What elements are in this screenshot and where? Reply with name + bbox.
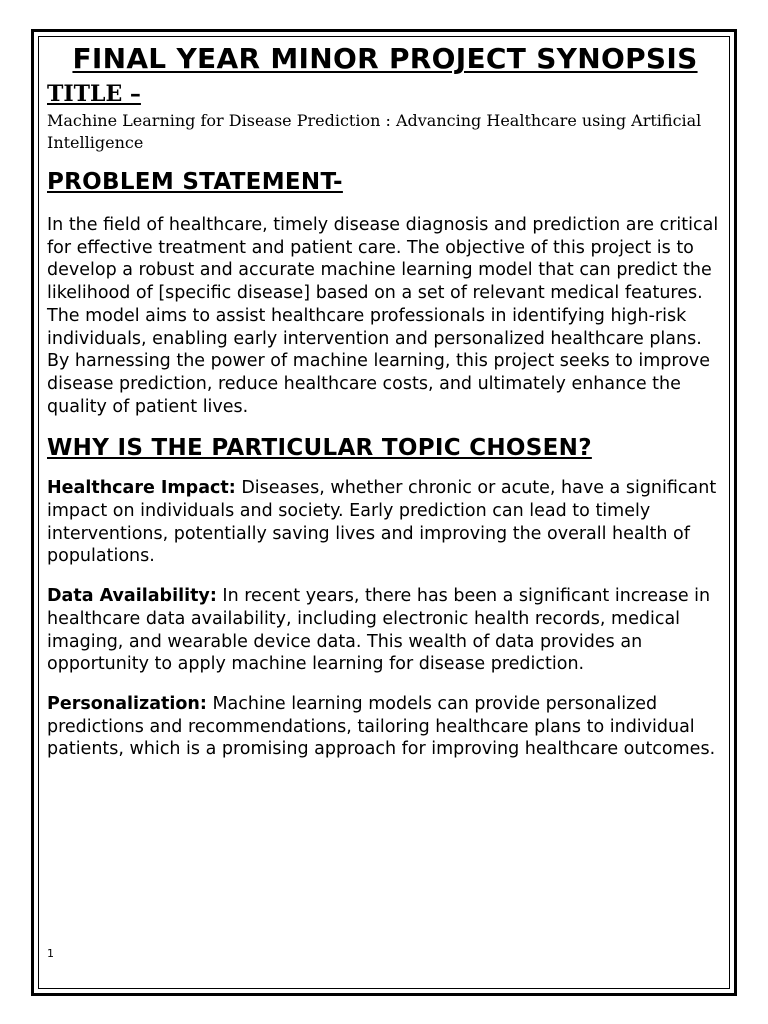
reason-personalization — [47, 693, 723, 761]
reason-text: In recent years, there has been a significant increase in healthcare data availability, including electronic health records, medical imaging, and wearable device data. This wealth of data provides an opportunity to apply machine learning for disease prediction. — [47, 586, 711, 675]
reason-lead: Healthcare Impact: — [47, 478, 236, 499]
problem-statement-text: In the field of healthcare, timely disease diagnosis and prediction are critical for effective treatment and patient care. The objective of this project is to develop a robust and accurate machine learning model that can predict the likelihood of [specific disease] based on a set of relevant medical features. The model aims to assist healthcare professionals in identifying high-risk individuals, enabling early intervention and personalized healthcare plans. By harnessing the power of machine learning, this project seeks to improve disease prediction, reduce healthcare costs, and ultimately enhance the quality of patient lives. — [47, 215, 719, 417]
problem-statement-heading: PROBLEM STATEMENT- — [47, 169, 343, 195]
document-title: FINAL YEAR MINOR PROJECT SYNOPSIS — [72, 42, 698, 75]
reason-text: Diseases, whether chronic or acute, have a significant impact on individuals and society. Early prediction can lead to timely interventions, potentially saving lives and improving the overall health of populations. — [47, 478, 717, 567]
reason-lead: Personalization: — [47, 693, 207, 714]
reason-data-availability — [47, 585, 723, 676]
project-title: Machine Learning for Disease Prediction : Advancing Healthcare using Artificial Intelligence — [47, 111, 702, 152]
reason-text: Machine learning models can provide personalized predictions and recommendations, tailoring healthcare plans to individual patients, which is a promising approach for improving healthcare outcomes. — [47, 693, 716, 760]
title-label: TITLE – — [47, 81, 141, 107]
page-number: 1 — [47, 947, 54, 960]
topic-reason-heading: WHY IS THE PARTICULAR TOPIC CHOSEN? — [47, 435, 592, 462]
reason-healthcare-impact — [47, 477, 723, 568]
reason-lead: Data Availability: — [47, 586, 217, 607]
document-body — [47, 42, 723, 761]
